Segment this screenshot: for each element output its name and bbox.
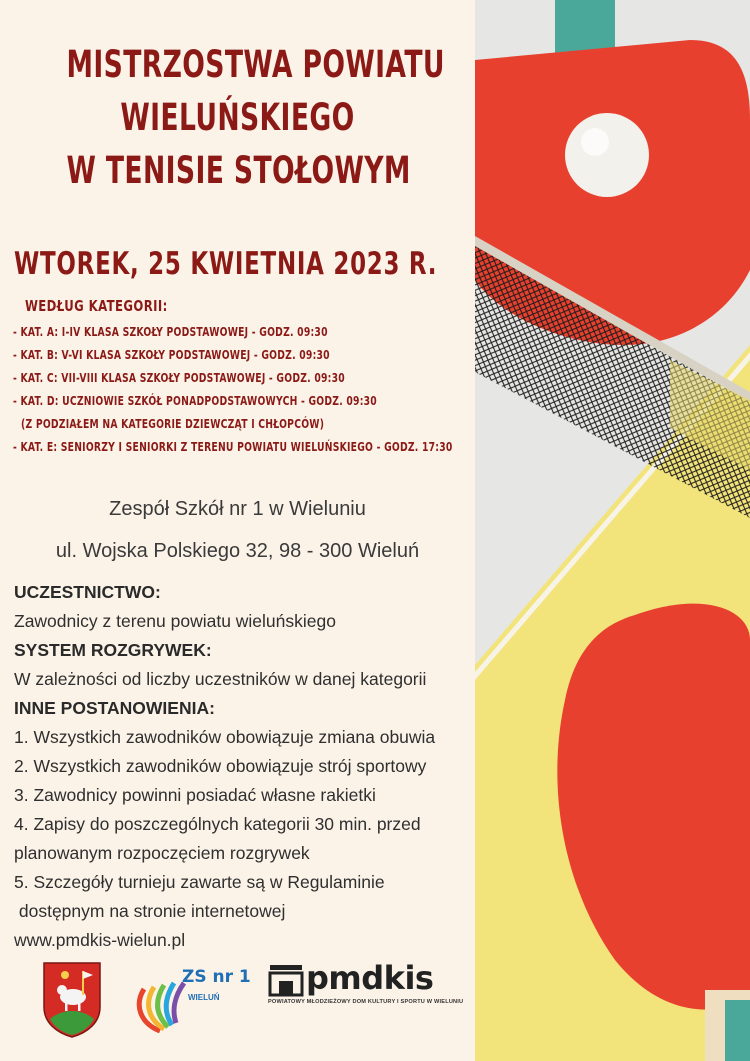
rule-item: 3. Zawodnicy powinni posiadać własne rakietki [14,785,376,805]
venue-block [0,488,475,572]
logos-row [0,955,475,1045]
title-line-3: W TENISIE STOŁOWYM [66,149,411,192]
ping-pong-ball [565,113,649,197]
county-crest-logo [41,959,103,1044]
system-text: W zależności od liczby uczestników w danej kategorii [14,669,427,689]
title-line-2: WIELUŃSKIEGO [120,96,355,139]
category-row: - KAT. B: V-VI KLASA SZKOŁY PODSTAWOWEJ - GODZ. 09:30 [13,347,330,362]
title-line-1: MISTRZOSTWA POWIATU [66,43,445,86]
rule-item: 2. Wszystkich zawodników obowiązuje strój sportowy [14,756,427,776]
pmdkis-logo-text: pmdkis [306,959,434,997]
pmdkis-logo-subtext: POWIATOWY MŁODZIEŻOWY DOM KULTURY I SPORTU W WIELUNIU [268,999,464,1005]
school-logo-subtext: WIELUŃ [188,993,220,1002]
rule-item: planowanym rozpoczęciem rozgrywek [14,843,310,863]
category-row: - KAT. E: SENIORZY I SENIORKI Z TERENU POWIATU WIELUŃSKIEGO - GODZ. 17:30 [13,439,453,454]
rule-item: dostępnym na stronie internetowej [14,901,286,921]
event-date: WTOREK, 25 KWIETNIA 2023 R. [14,246,438,282]
category-note: (Z PODZIAŁEM NA KATEGORIE DZIEWCZĄT I CHŁOPCÓW) [21,416,325,431]
categories-header: WEDŁUG KATEGORII: [25,297,168,315]
participation-text: Zawodnicy z terenu powiatu wieluńskiego [14,611,336,631]
participation-header: UCZESTNICTWO: [14,582,161,602]
system-header: SYSTEM ROZGRYWEK: [14,640,212,660]
rule-item: 1. Wszystkich zawodników obowiązuje zmiana obuwia [14,727,436,747]
paddle-handle-top [555,0,615,55]
rule-item: 4. Zapisy do poszczególnych kategorii 30 min. przed [14,814,421,834]
school-logo [130,963,251,1038]
other-rules-header: INNE POSTANOWIENIA: [14,698,215,718]
rule-item: 5. Szczegóły turnieju zawarte są w Regulaminie [14,872,385,892]
poster-title [66,38,445,197]
category-row: - KAT. C: VII-VIII KLASA SZKOŁY PODSTAWOWEJ - GODZ. 09:30 [13,370,345,385]
table-tennis-photo [475,0,750,1061]
school-logo-text: ZS nr 1 [182,967,251,987]
venue-address: ul. Wojska Polskiego 32, 98 - 300 Wieluń [55,540,420,562]
category-row: - KAT. D: UCZNIOWIE SZKÓŁ PONADPODSTAWOWYCH - GODZ. 09:30 [13,393,377,408]
category-row: - KAT. A: I-IV KLASA SZKOŁY PODSTAWOWEJ - GODZ. 09:30 [13,324,328,339]
info-block [14,578,435,955]
venue-name: Zespół Szkół nr 1 w Wieluniu [109,498,366,520]
website-link[interactable]: www.pmdkis-wielun.pl [14,930,186,950]
